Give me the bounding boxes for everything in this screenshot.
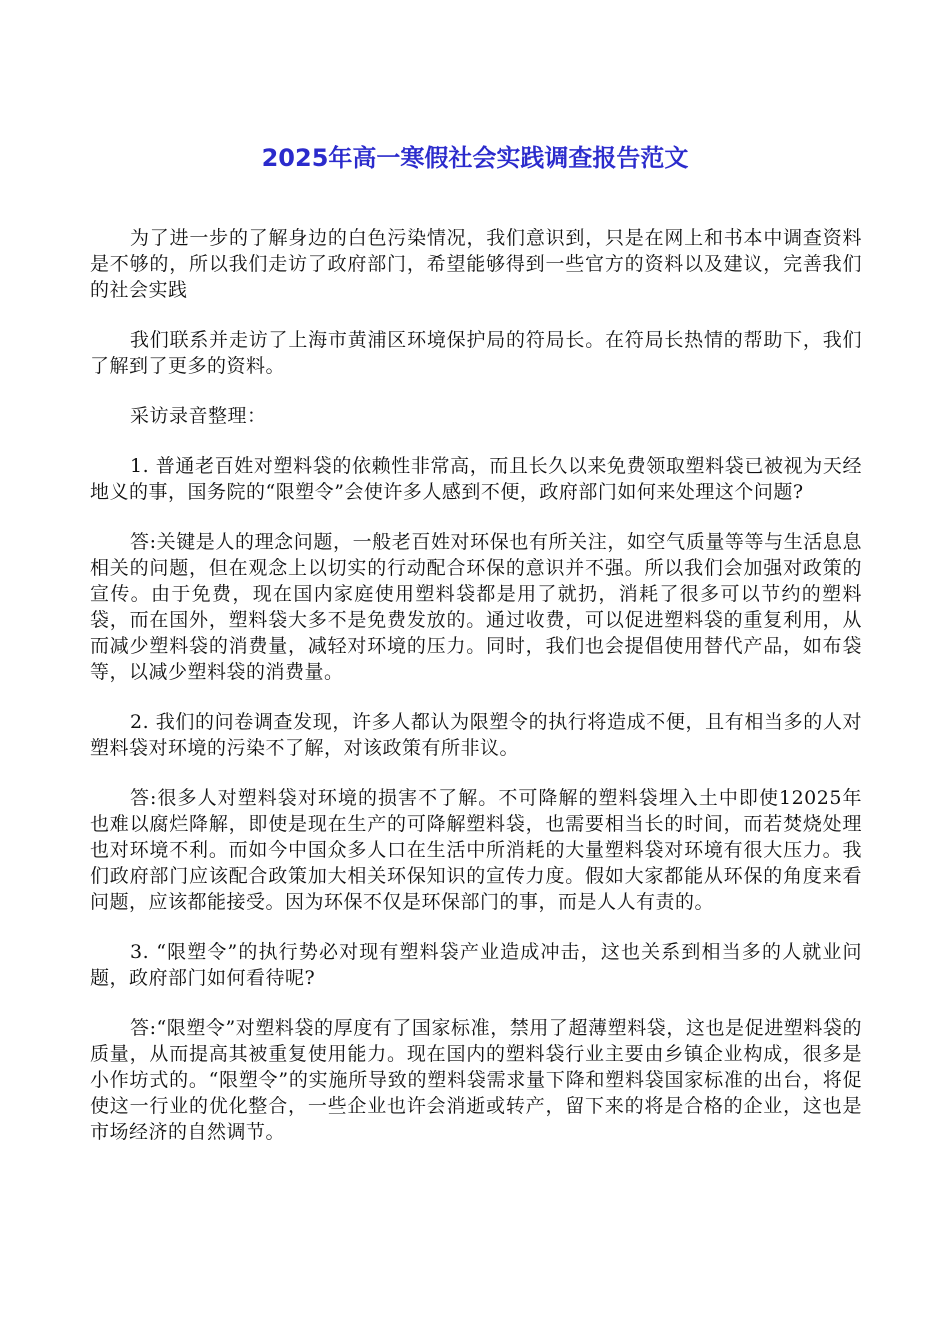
- paragraph-interview-heading: 采访录音整理：: [130, 405, 267, 427]
- document-body: [90, 225, 862, 1169]
- paragraph-answer-3: 答:“限塑令”对塑料袋的厚度有了国家标准，禁用了超薄塑料袋，这也是促进塑料袋的质量，从而提高其被重复使用能力。现在国内的塑料袋行业主要由乡镇企业构成，很多是小作坊式的。“限塑令”的实施所导致的塑料袋需求量下降和塑料袋国家标准的出台，将促使这一行业的优化整合，一些企业也许会消逝或转产，留下来的将是合格的企业，这也是市场经济的自然调节。: [90, 1017, 862, 1143]
- paragraph-visit: 我们联系并走访了上海市黄浦区环境保护局的符局长。在符局长热情的帮助下，我们了解到了更多的资料。: [90, 329, 862, 377]
- paragraph-question-3: 3. “限塑令”的执行势必对现有塑料袋产业造成冲击，这也关系到相当多的人就业问题，政府部门如何看待呢?: [90, 941, 862, 989]
- paragraph-intro: 为了进一步的了解身边的白色污染情况，我们意识到，只是在网上和书本中调查资料是不够的，所以我们走访了政府部门，希望能够得到一些官方的资料以及建议，完善我们的社会实践: [90, 227, 862, 301]
- paragraph-answer-1: 答:关键是人的理念问题，一般老百姓对环保也有所关注，如空气质量等等与生活息息相关的问题，但在观念上以切实的行动配合环保的意识并不强。所以我们会加强对政策的宣传。由于免费，现在国内家庭使用塑料袋都是用了就扔，消耗了很多可以节约的塑料袋，而在国外，塑料袋大多不是免费发放的。通过收费，可以促进塑料袋的重复利用，从而减少塑料袋的消费量，减轻对环境的压力。同时，我们也会提倡使用替代产品，如布袋等，以减少塑料袋的消费量。: [90, 531, 862, 683]
- paragraph-answer-2: 答:很多人对塑料袋对环境的损害不了解。不可降解的塑料袋埋入土中即使12025年也难以腐烂降解，即使是现在生产的可降解塑料袋，也需要相当长的时间，而若焚烧处理也对环境不利。而如今中国众多人口在生活中所消耗的大量塑料袋对环境有很大压力。我们政府部门应该配合政策加大相关环保知识的宣传力度。假如大家都能从环保的角度来看问题，应该都能接受。因为环保不仅是环保部门的事，而是人人有责的。: [90, 787, 862, 913]
- paragraph-question-1: 1. 普通老百姓对塑料袋的依赖性非常高，而且长久以来免费领取塑料袋已被视为天经地义的事，国务院的“限塑令”会使许多人感到不便，政府部门如何来处理这个问题?: [90, 455, 862, 503]
- document-title: 2025年高一寒假社会实践调查报告范文: [261, 144, 689, 172]
- paragraph-question-2: 2. 我们的问卷调查发现，许多人都认为限塑令的执行将造成不便，且有相当多的人对塑料袋对环境的污染不了解，对该政策有所非议。: [90, 711, 862, 759]
